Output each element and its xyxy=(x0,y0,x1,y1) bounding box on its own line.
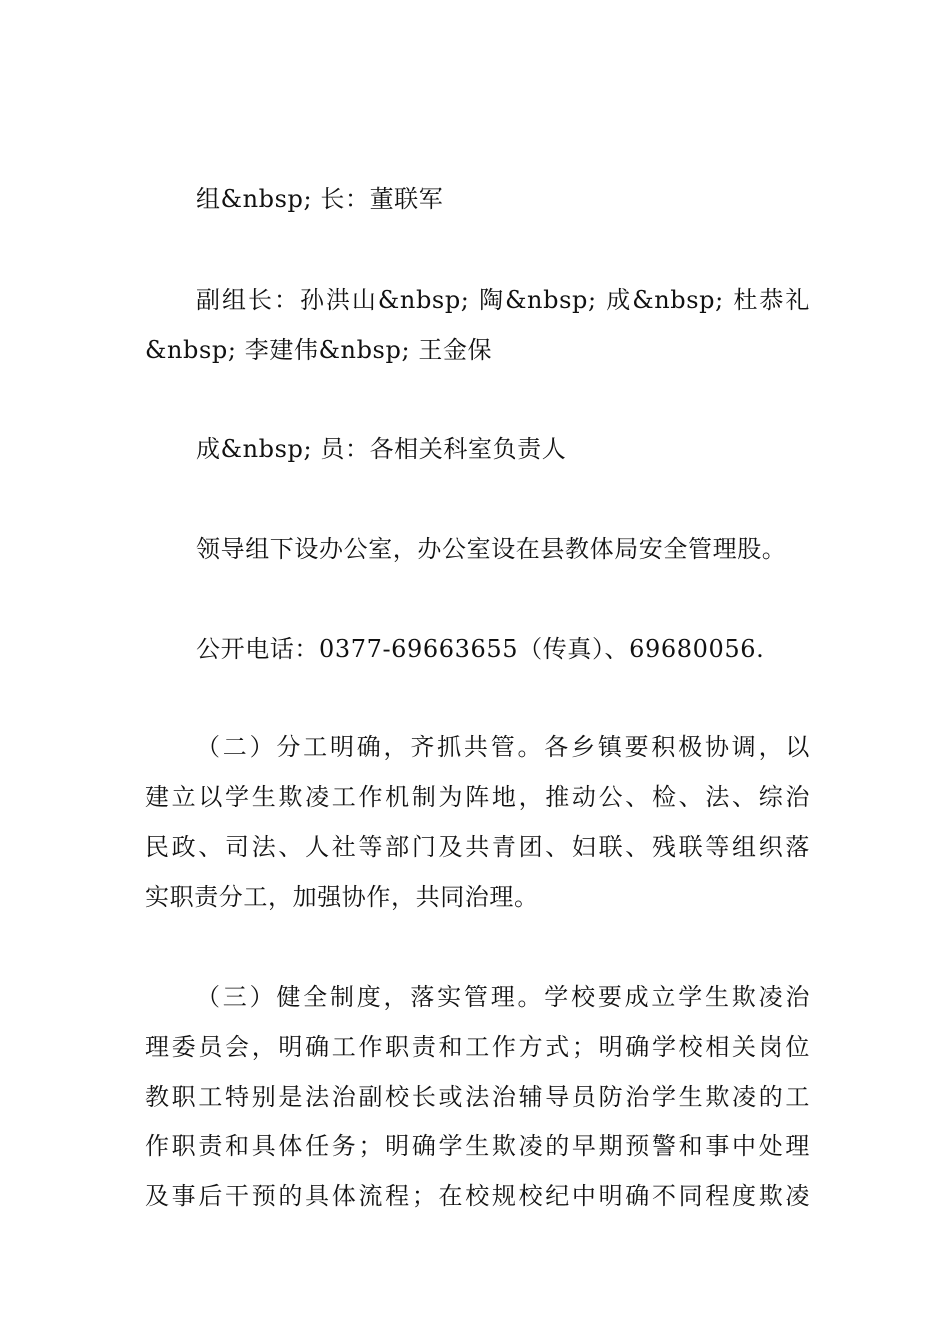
paragraph-line: 实职责分工，加强协作，共同治理。 xyxy=(145,883,539,911)
deputy-line-2: &nbsp; 李建伟&nbsp; 王金保 xyxy=(145,336,493,364)
paragraph-line: 及事后干预的具体流程；在校规校纪中明确不同程度欺凌 xyxy=(145,1182,810,1210)
leader-line: 组&nbsp; 长：董联军 xyxy=(196,185,444,213)
phone-line: 公开电话：0377-69663655（传真）、69680056. xyxy=(196,635,765,663)
office-line: 领导组下设办公室，办公室设在县教体局安全管理股。 xyxy=(196,535,787,563)
paragraph-line: 民政、司法、人社等部门及共青团、妇联、残联等组织落 xyxy=(145,833,810,861)
paragraph-line: （二）分工明确，齐抓共管。各乡镇要积极协调，以 xyxy=(196,733,810,761)
paragraph-line: 教职工特别是法治副校长或法治辅导员防治学生欺凌的工 xyxy=(145,1083,810,1111)
deputy-line-1: 副组长：孙洪山&nbsp; 陶&nbsp; 成&nbsp; 杜恭礼 xyxy=(196,286,810,314)
paragraph-line: 作职责和具体任务；明确学生欺凌的早期预警和事中处理 xyxy=(145,1132,810,1160)
paragraph-line: （三）健全制度，落实管理。学校要成立学生欺凌治 xyxy=(196,983,810,1011)
paragraph-line: 理委员会，明确工作职责和工作方式；明确学校相关岗位 xyxy=(145,1033,810,1061)
member-line: 成&nbsp; 员：各相关科室负责人 xyxy=(196,435,567,463)
paragraph-line: 建立以学生欺凌工作机制为阵地，推动公、检、法、综治 xyxy=(145,783,810,811)
